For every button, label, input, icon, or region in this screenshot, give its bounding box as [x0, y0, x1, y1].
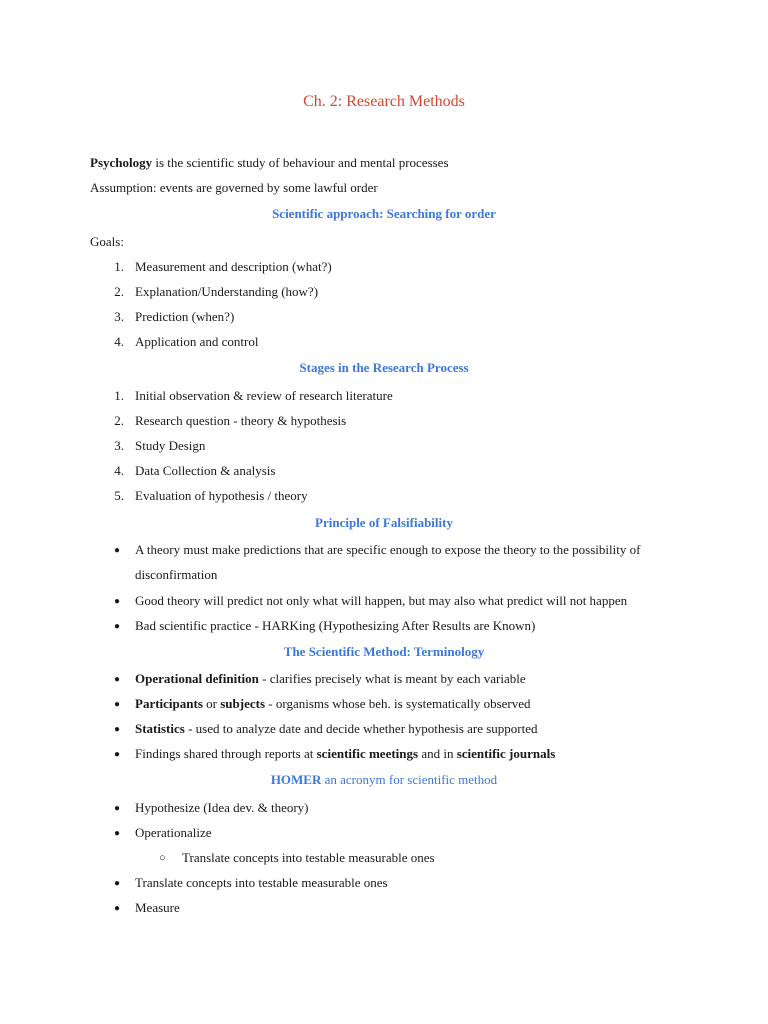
definition: - organisms whose beh. is systematically observed [265, 696, 531, 711]
bullet-icon: ● [114, 596, 121, 607]
page-title: Ch. 2: Research Methods [303, 93, 465, 110]
list-number: 4. [114, 334, 124, 349]
list-text: Measurement and description (what?) [135, 259, 332, 274]
term: subjects [220, 696, 266, 711]
list-text: Study Design [135, 438, 206, 453]
list-text: Initial observation & review of research literature [135, 388, 393, 403]
hollow-bullet-icon: ○ [159, 852, 166, 864]
list-number: 2. [114, 413, 124, 428]
list-text: Hypothesize (Idea dev. & theory) [135, 800, 309, 815]
connector: or [202, 696, 221, 711]
list-text: Translate concepts into testable measurable ones [182, 850, 435, 865]
list-number: 3. [114, 438, 124, 453]
text-part: and in [418, 746, 457, 761]
list-text: Bad scientific practice - HARKing (Hypothesizing After Results are Known) [135, 618, 536, 633]
text-part: Findings shared through reports at [135, 746, 317, 761]
list-text: Translate concepts into testable measurable ones [135, 875, 388, 890]
list-number: 3. [114, 309, 124, 324]
homer-description: an acronym for scientific method [321, 772, 498, 787]
list-text: Explanation/Understanding (how?) [135, 284, 319, 299]
psychology-definition: is the scientific study of behaviour and mental processes [152, 155, 449, 170]
definition: - clarifies precisely what is meant by each variable [258, 671, 526, 686]
list-text [135, 746, 555, 762]
list-text: Measure [135, 900, 180, 915]
term: scientific journals [456, 746, 556, 761]
bullet-icon: ● [114, 724, 121, 735]
bullet-icon: ● [114, 621, 121, 632]
list-text [135, 671, 526, 687]
heading-stages: Stages in the Research Process [299, 360, 469, 375]
term: Statistics [135, 721, 185, 736]
list-text: Data Collection & analysis [135, 463, 276, 478]
list-number: 2. [114, 284, 124, 299]
bullet-icon: ● [114, 674, 121, 685]
heading-falsifiability: Principle of Falsifiability [315, 515, 453, 530]
list-number: 1. [114, 259, 124, 274]
list-number: 1. [114, 388, 124, 403]
term: scientific meetings [316, 746, 419, 761]
heading-terminology: The Scientific Method: Terminology [283, 644, 485, 659]
list-text [135, 696, 531, 712]
intro-assumption: Assumption: events are governed by some lawful order [90, 180, 378, 195]
psychology-term: Psychology [90, 155, 153, 170]
bullet-icon: ● [114, 803, 121, 814]
heading-homer [0, 772, 768, 788]
list-number: 4. [114, 463, 124, 478]
term: Participants [135, 696, 203, 711]
homer-acronym: HOMER [270, 772, 322, 787]
list-number: 5. [114, 488, 124, 503]
list-text [135, 721, 538, 737]
term: Operational definition [135, 671, 259, 686]
intro-psychology [90, 155, 449, 171]
list-text: A theory must make predictions that are specific enough to expose the theory to the possibility of disconfirmation [135, 542, 641, 582]
bullet-icon: ● [114, 749, 121, 760]
heading-scientific-approach: Scientific approach: Searching for order [272, 206, 496, 221]
list-text: Evaluation of hypothesis / theory [135, 488, 308, 503]
list-text: Prediction (when?) [135, 309, 235, 324]
bullet-icon: ● [114, 903, 121, 914]
goals-label: Goals: [90, 234, 124, 249]
list-text: Operationalize [135, 825, 212, 840]
list-text: Good theory will predict not only what will happen, but may also what predict will not happen [135, 593, 628, 608]
bullet-icon: ● [114, 878, 121, 889]
bullet-icon: ● [114, 699, 121, 710]
list-text: Research question - theory & hypothesis [135, 413, 347, 428]
definition: - used to analyze date and decide whether hypothesis are supported [184, 721, 538, 736]
bullet-icon: ● [114, 828, 121, 839]
bullet-icon: ● [114, 545, 121, 556]
list-text: Application and control [135, 334, 259, 349]
